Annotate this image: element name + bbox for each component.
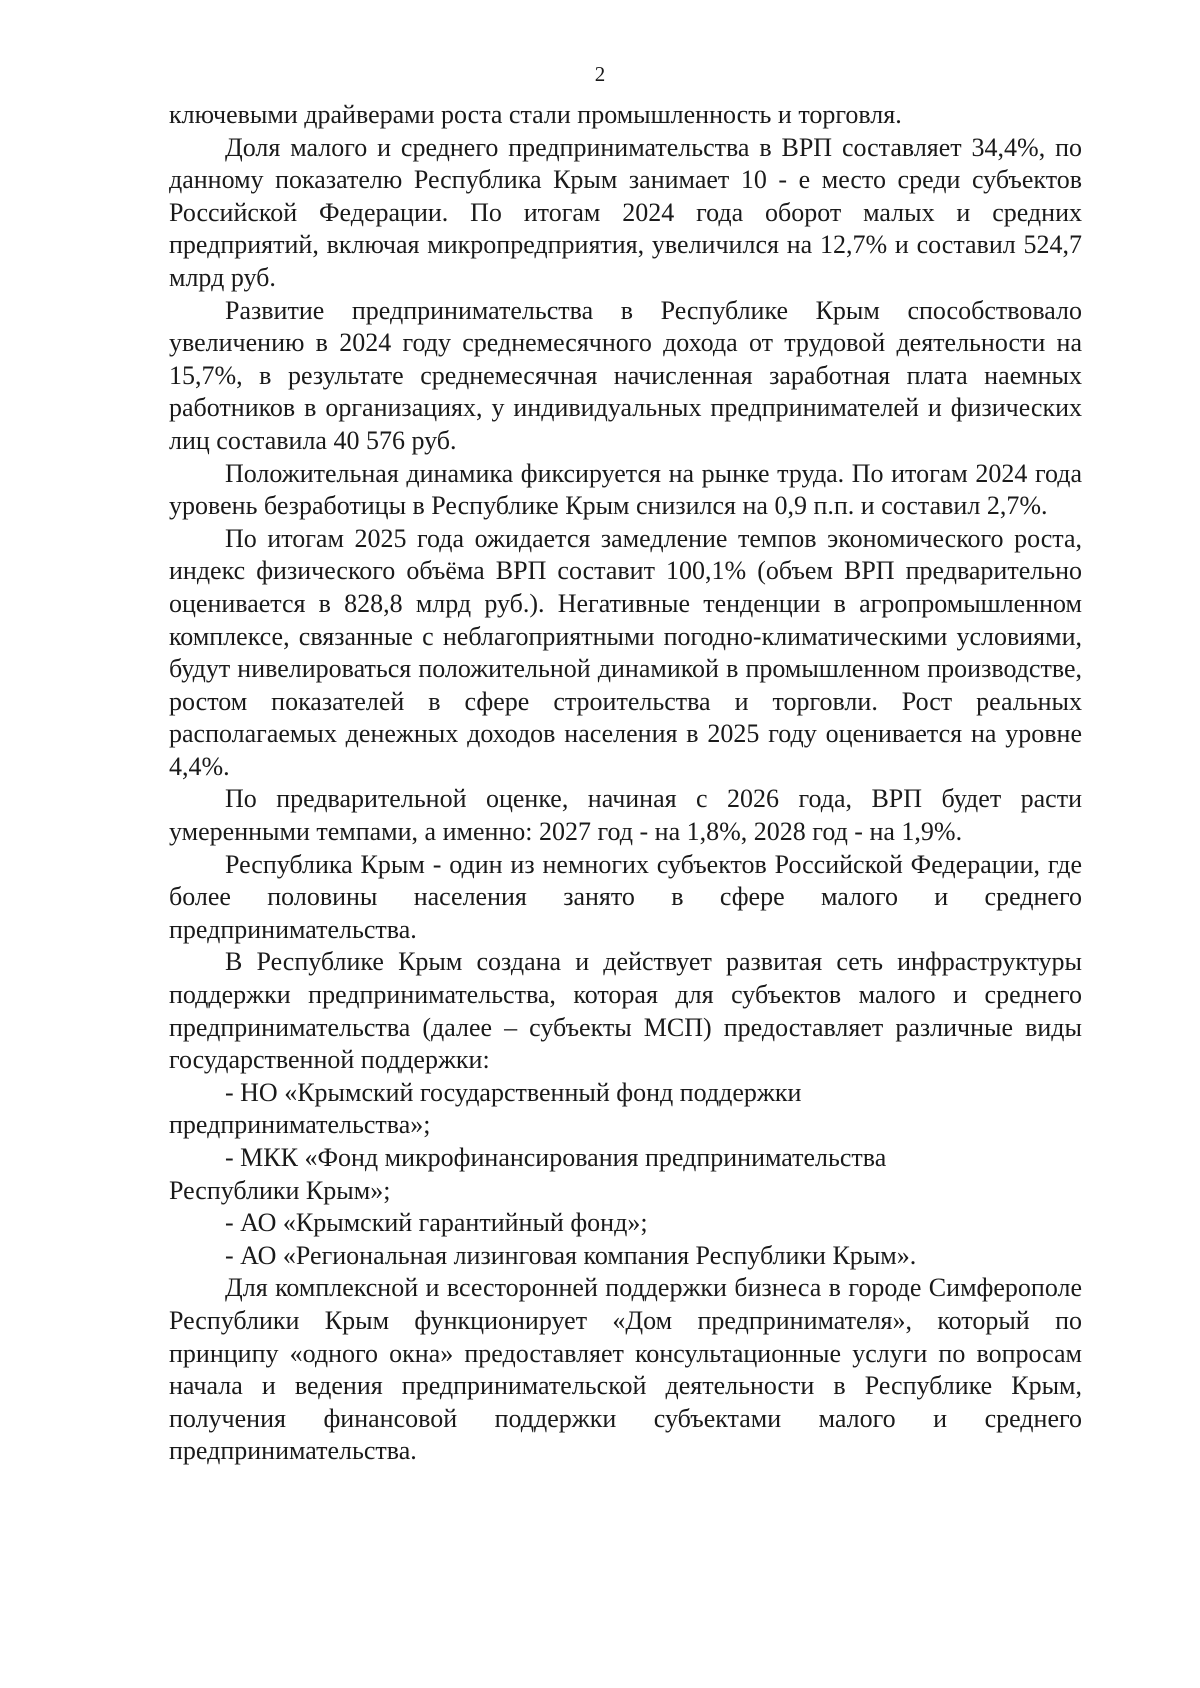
paragraph-forecast-2026: По предварительной оценке, начиная с 2026 года, ВРП будет расти умеренными темпами, а именно: 2027 год - на 1,8%, 2028 год - на 1,9%.	[169, 784, 1082, 847]
paragraph-forecast-2025: По итогам 2025 года ожидается замедление темпов экономического роста, индекс физического объёма ВРП составит 100,1% (объем ВРП предварительно оценивается в 828,8 млрд руб.). Негативные тенденции в агропромышленном комплексе, связанные с неблагоприятными погодно-климатическими условиями, будут нивелироваться положительной динамикой в промышленном производстве, ростом показателей в сфере строительства и торговли. Рост реальных располагаемых денежных доходов населения в 2025 году оценивается на уровне 4,4%.	[169, 523, 1082, 781]
paragraph-income-growth: Развитие предпринимательства в Республике Крым способствовало увеличению в 2024 году среднемесячного дохода от трудовой деятельности на 15,7%, в результате среднемесячная начисленная заработная плата наемных работников в организациях, у индивидуальных предпринимателей и физических лиц составила 40 576 руб.	[169, 295, 1082, 455]
list-item: - АО «Региональная лизинговая компания Республики Крым».	[225, 1240, 917, 1270]
list-item-first-line: - НО «Крымский государственный фонд поддержки	[225, 1077, 802, 1107]
list-item-continuation: предпринимательства»;	[169, 1110, 431, 1140]
paragraph-labor-market: Положительная динамика фиксируется на рынке труда. По итогам 2024 года уровень безработицы в Республике Крым снизился на 0,9 п.п. и составил 2,7%.	[169, 458, 1082, 521]
page-number: 2	[594, 62, 606, 86]
paragraph-continuation: ключевыми драйверами роста стали промышленность и торговля.	[169, 100, 902, 129]
paragraph-infrastructure: В Республике Крым создана и действует развитая сеть инфраструктуры поддержки предпринимательства, которая для субъектов малого и среднего предпринимательства (далее – субъекты МСП) предоставляет различные виды государственной поддержки:	[169, 947, 1082, 1075]
paragraph-sme-share: Доля малого и среднего предпринимательства в ВРП составляет 34,4%, по данному показателю Республика Крым занимает 10 - е место среди субъектов Российской Федерации. По итогам 2024 года оборот малых и средних предприятий, включая микропредприятия, увеличился на 12,7% и составил 524,7 млрд руб.	[169, 132, 1082, 292]
paragraph-sme-employment: Республика Крым - один из немногих субъектов Российской Федерации, где более половины населения занято в сфере малого и среднего предпринимательства.	[169, 849, 1082, 944]
document-body	[169, 99, 1082, 1468]
list-item-first-line: - МКК «Фонд микрофинансирования предпринимательства	[225, 1143, 887, 1172]
list-item-continuation: Республики Крым»;	[169, 1175, 391, 1205]
list-item: - АО «Крымский гарантийный фонд»;	[225, 1208, 648, 1238]
paragraph-business-house: Для комплексной и всесторонней поддержки бизнеса в городе Симферополе Республики Крым функционирует «Дом предпринимателя», который по принципу «одного окна» предоставляет консультационные услуги по вопросам начала и ведения предпринимательской деятельности в Республике Крым, получения финансовой поддержки субъектами малого и среднего предпринимательства.	[169, 1273, 1082, 1466]
